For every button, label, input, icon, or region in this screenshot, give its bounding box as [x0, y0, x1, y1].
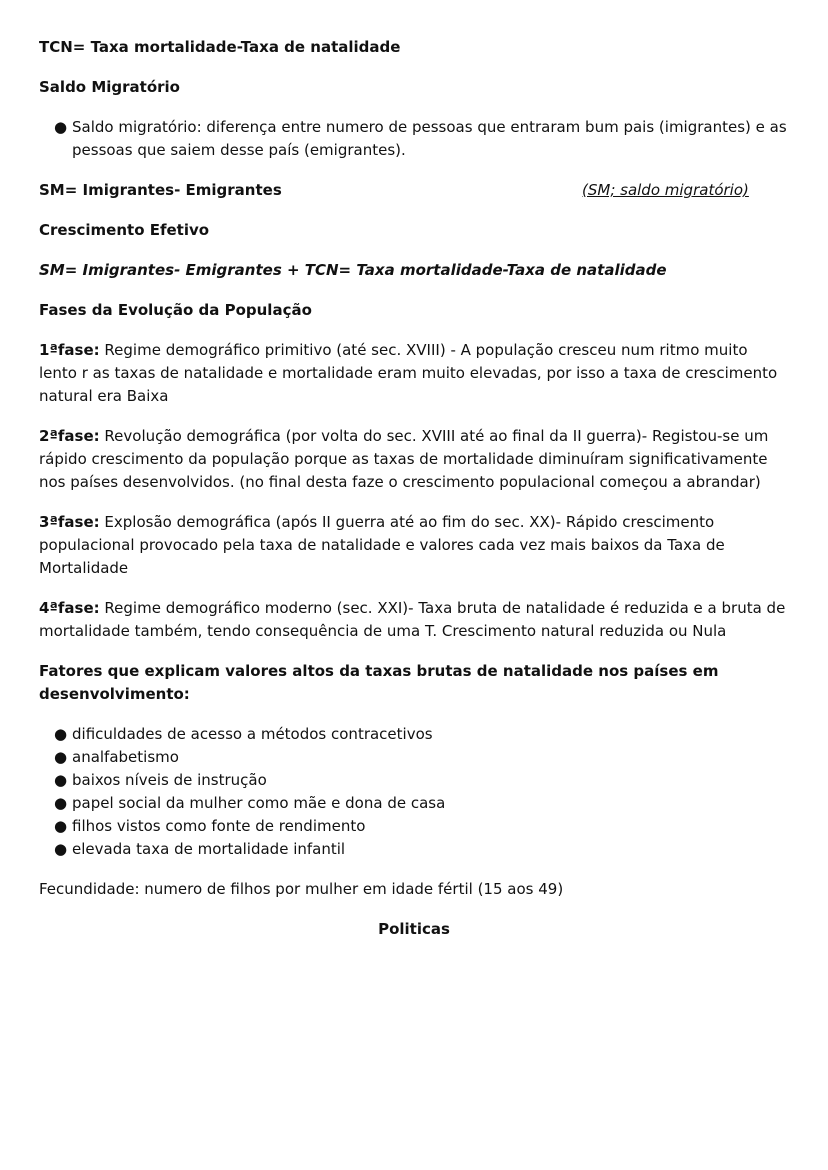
bullet-icon: ● [54, 725, 68, 743]
phase-1-paragraph [39, 339, 789, 408]
list-item [54, 769, 789, 792]
list-item [54, 723, 789, 746]
phase-text: Regime demográfico moderno (sec. XXI)- Taxa bruta de natalidade é reduzida e a bruta de mortalidade também, tendo consequência de uma T. Crescimento natural reduzida ou Nula [39, 599, 786, 640]
fator-text: papel social da mulher como mãe e dona de casa [72, 794, 446, 812]
crescimento-efetivo-heading: Crescimento Efetivo [39, 221, 210, 239]
sm-note: (SM; saldo migratório) [582, 181, 749, 199]
bullet-icon: ● [54, 118, 68, 136]
bullet-icon: ● [54, 794, 68, 812]
list-item [54, 116, 789, 162]
list-item [54, 746, 789, 769]
fator-text: elevada taxa de mortalidade infantil [72, 840, 346, 858]
fases-heading: Fases da Evolução da População [39, 301, 312, 319]
fatores-list [39, 723, 789, 861]
document-page [39, 36, 789, 958]
fator-text: analfabetismo [72, 748, 179, 766]
fecundidade-definition: Fecundidade: numero de filhos por mulher em idade fértil (15 aos 49) [39, 880, 564, 898]
phase-label: 2ªfase: [39, 427, 100, 445]
bullet-icon: ● [54, 771, 68, 789]
saldo-migratorio-heading: Saldo Migratório [39, 78, 180, 96]
list-item [54, 815, 789, 838]
bullet-icon: ● [54, 748, 68, 766]
phase-2-paragraph [39, 425, 789, 494]
phase-label: 4ªfase: [39, 599, 100, 617]
fatores-heading: Fatores que explicam valores altos da taxas brutas de natalidade nos países em desenvolvimento: [39, 662, 719, 703]
politicas-heading: Politicas [378, 920, 450, 938]
phase-text: Revolução demográfica (por volta do sec. XVIII até ao final da II guerra)- Registou-se um rápido crescimento da população porque as taxas de mortalidade diminuíram significativamente nos países desenvolvidos. (no final desta faze o crescimento populacional começou a abrandar) [39, 427, 769, 491]
phase-4-paragraph [39, 597, 789, 643]
sm-formula: SM= Imigrantes- Emigrantes [39, 181, 282, 199]
list-item [54, 838, 789, 861]
phase-3-paragraph [39, 511, 789, 580]
fator-text: filhos vistos como fonte de rendimento [72, 817, 366, 835]
sm-formula-line [39, 179, 789, 202]
crescimento-efetivo-formula: SM= Imigrantes- Emigrantes + TCN= Taxa mortalidade-Taxa de natalidade [39, 261, 667, 279]
phase-text: Regime demográfico primitivo (até sec. XVIII) - A população cresceu num ritmo muito lento r as taxas de natalidade e mortalidade eram muito elevadas, por isso a taxa de crescimento natural era Baixa [39, 341, 778, 405]
saldo-definition: Saldo migratório: diferença entre numero de pessoas que entraram bum pais (imigrantes) e as pessoas que saiem desse país (emigrantes). [72, 118, 787, 159]
fator-text: dificuldades de acesso a métodos contracetivos [72, 725, 433, 743]
list-item [54, 792, 789, 815]
tcn-formula: TCN= Taxa mortalidade-Taxa de natalidade [39, 38, 401, 56]
phase-label: 1ªfase: [39, 341, 100, 359]
phase-label: 3ªfase: [39, 513, 100, 531]
phase-text: Explosão demográfica (após II guerra até ao fim do sec. XX)- Rápido crescimento populacional provocado pela taxa de natalidade e valores cada vez mais baixos da Taxa de Mortalidade [39, 513, 725, 577]
fator-text: baixos níveis de instrução [72, 771, 267, 789]
bullet-icon: ● [54, 840, 68, 858]
bullet-icon: ● [54, 817, 68, 835]
saldo-list [39, 116, 789, 162]
